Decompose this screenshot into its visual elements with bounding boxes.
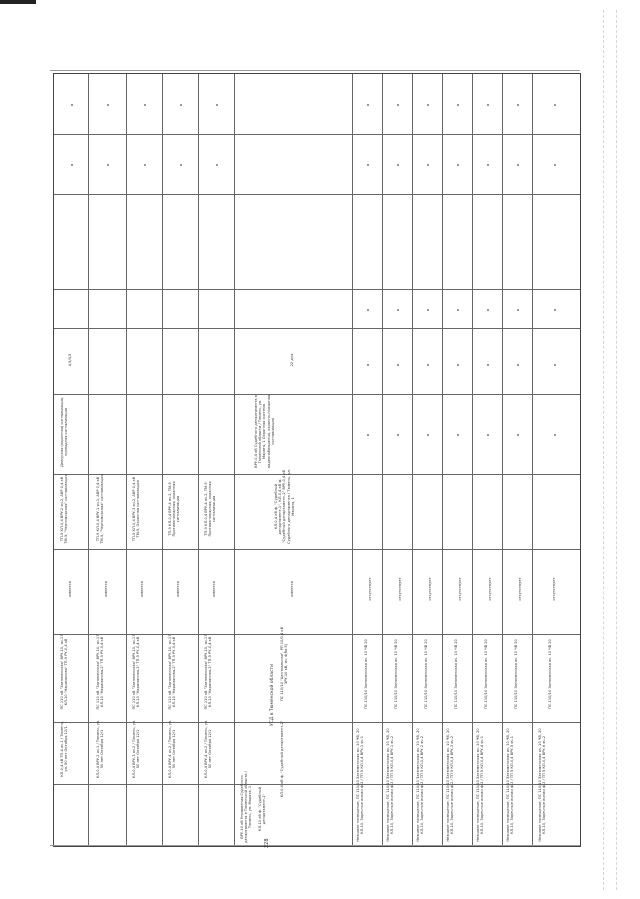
lower-row-location: Нежилое помещение, ПС 110/10 Затюменская яч. 10 ЧВ, 20 КЛ-10, Заречные линии ф.2 / ТП 5 КЛ-0,4 ВРУ-1 яч.1 [356,728,365,842]
empty-mark [71,164,73,166]
row2-equipment: ТП-9 КЛ-0,4 ВРУ-1 яч.1, АВР 0,4 кВ ТМ-9, "Черноморская" сигнализация [96,474,105,544]
empty-mark [216,164,218,166]
bottom-rule [50,845,580,846]
empty-mark [554,309,556,311]
lower-row-location: Нежилое помещение, ПС 110/10 Затюменская яч. 10 ЧВ, 20 КЛ-10, Заречные линии ф.2 / ТП 5 КЛ-0,4 ВРУ-4 яч.1 [476,728,485,842]
row-divider [88,74,89,846]
empty-mark [397,164,399,166]
empty-mark [487,364,489,366]
empty-mark [487,309,489,311]
empty-mark [457,164,459,166]
empty-mark [367,104,369,106]
row1-source: ПС 110 кВ "Затюменская" ВРУ-10, яч.17 КЛ-10 "Нариманова" ТП-9 РУ-0,4 кВ [60,634,69,710]
row5-status: имеется [212,581,216,597]
empty-mark [517,434,519,436]
empty-mark [554,434,556,436]
row4-source: ПС 110 кВ "Затюменская" ВРУ-10, яч.17 КЛ-10 "Нариманова-2" ТП-9 РУ-0,4 кВ [168,634,177,710]
row-divider [382,74,383,846]
empty-mark [457,434,459,436]
group-sub: КЛ-10 кВ ф. "Судебный департамент-1" [258,786,267,832]
lower-row-status: отсутствует [518,577,522,601]
row-divider [198,74,199,846]
row4-equipment: ТП-9 КЛ-0,4 ВРУ-4 яч.2, ТМ-9 Противопожарная, охранная сигнализация [168,481,181,537]
scan-corner-mark [0,0,36,4]
page-number: 228 [264,838,270,848]
row5-location: КЛ-0,4 ВРУ-4 яч.2 / Тюмень, ул. 50 лет Октября 12/1 [204,719,213,779]
row1-equipment: ТП-9 КЛ-0,4 ВРУ-2 яч.2, АВР 0,4 кВ ТМ-9, "Черноморская" сигнализация [60,474,69,544]
row-divider [412,74,413,846]
group-capacity: 22 дня [290,353,294,367]
row1-capacity: 4,5/4,5 [68,353,72,367]
row1-status: имеется [68,581,72,597]
lower-row-status: отсутствует [428,577,432,601]
data-table [53,73,581,847]
empty-mark [144,164,146,166]
row-divider [442,74,443,846]
empty-mark [397,309,399,311]
empty-mark [216,104,218,106]
row4-status: имеется [176,581,180,597]
empty-mark [427,164,429,166]
empty-mark [367,164,369,166]
group-header: ВРУ-10 кВ Управления Судебного департамента в Тюменской области / Тюмень, ул. Марата, 1 [240,771,253,843]
row-divider [352,74,353,846]
empty-mark [180,104,182,106]
row-divider [502,74,503,846]
row-divider [162,74,163,846]
lower-row-status: отсутствует [368,577,372,601]
empty-mark [517,104,519,106]
group-security: ВРУ-0,4 кВ Судебного департамента в Тюменской области / Тюмень, ул. Марата, 1 Охранная система видеонаблюдения, охранно-пожарная сигнализация [254,394,275,469]
empty-mark [554,364,556,366]
group-source: ПС 110/10 "Центральная", РП 10/0,4 кВ ЗРУ-10 кВ, яч. 4(бл.5) [280,626,289,702]
lower-row-status: отсутствует [398,577,402,601]
lower-row-location: Нежилое помещение, ПС 110/10 Затюменская яч. 10 ЧВ, 20 КЛ-10, Заречные линии ф.2 / ТП 5 КЛ-0,4 ВРУ-2 яч.2 [416,728,425,842]
empty-mark [107,104,109,106]
empty-mark [457,364,459,366]
empty-mark [554,164,556,166]
empty-mark [397,104,399,106]
row2-source: ПС 110 кВ "Затюменская" ВРУ-10, яч.17 КЛ-10 "Нариманова-2" ТП-9 РУ-0,4 кВ [96,634,105,710]
lower-row-location: Нежилое помещение, ПС 110/10 Затюменская яч. 10 ЧВ, 20 КЛ-10, Заречные линии ф.2 / ТП 5 КЛ-0,4 ВРУ-6 яч.2 [538,728,547,842]
region-label: УСД в Тюменской области [270,663,275,726]
empty-mark [487,104,489,106]
empty-mark [144,104,146,106]
empty-mark [487,164,489,166]
empty-mark [457,104,459,106]
row-divider [234,74,235,846]
group-location: КЛ-0,4 кВ ф. "Судебный департамент-2" [280,720,284,798]
empty-mark [397,364,399,366]
empty-mark [427,434,429,436]
row3-location: КЛ-0,4 ВРУ-3 яч.2 / Тюмень, ул. 50 лет Октября 12/1 [132,719,141,779]
row-divider [532,74,533,846]
row3-equipment: ТП-9 КЛ-0,4 ВРУ-3 яч.2, АВР 0,4 кВ ТМ-9, Охранная сигнализация [132,476,141,542]
empty-mark [107,164,109,166]
lower-row-location: Нежилое помещение, ПС 110/10 Затюменская яч. 10 ЧВ, 20 КЛ-10, Заречные линии ф.2 / ТП 5 КЛ-0,4 ВРУ-5 яч.1 [506,728,515,842]
row1-location: КЛ-0,4 кВ ТП-4 яч.2 / Тюмень, ул. 50 лет Октября 12/1 [60,721,69,777]
empty-mark [427,104,429,106]
row2-location: КЛ-0,4 ВРУ-2 яч.1 / Тюмень, ул. 50 лет Октября 12/1 [96,719,105,779]
lower-row-source: ПС 110/10 Затюменская яч. 10 ЧВ 20 [514,639,518,709]
row3-status: имеется [140,581,144,597]
row3-source: ПС 110 кВ "Затюменская" ВРУ-10, яч.17 КЛ-10 "Нариманова-2" ТП-9 РУ-0,4 кВ [132,634,141,710]
row-divider [472,74,473,846]
empty-mark [397,434,399,436]
empty-mark [517,309,519,311]
lower-row-source: ПС 110/10 Затюменская яч. 10 ЧВ 20 [394,639,398,709]
row-divider [126,74,127,846]
empty-mark [367,434,369,436]
lower-row-status: отсутствует [488,577,492,601]
scan-edge-line [616,10,618,890]
lower-row-status: отсутствует [552,577,556,601]
row5-source: ПС 110 кВ "Затюменская" ВРУ-10, яч.17 КЛ-10 "Нариманова-2" ТП-9 РУ-0,4 кВ [204,634,213,710]
empty-mark [71,104,73,106]
empty-mark [517,364,519,366]
empty-mark [517,164,519,166]
row2-status: имеется [104,581,108,597]
row1-security: Дежурная (охранная) сигнализация, проводная сигнализация [60,397,69,467]
row5-equipment: ТП-9 КЛ-0,4 ВРУ-4 яч.2, ТМ-9 Противопожарная, охранная сигнализация [204,481,217,537]
lower-row-source: ПС 110/10 Затюменская яч. 10 ЧВ 20 [364,639,368,709]
empty-mark [180,164,182,166]
group-status: имеется [290,581,294,597]
empty-mark [427,364,429,366]
lower-row-source: ПС 110/10 Затюменская яч. 10 ЧВ 20 [484,639,488,709]
group-equipment: КЛ-0,4 кВ ф. "Судебный департамент-1", КЛ-0,4 кВ ф. "Судебный департамент-2" ВРУ-0,4 кВ Судебного департамента / Тюмень, ул. Марата, 1 [274,469,295,544]
empty-mark [554,104,556,106]
empty-mark [367,364,369,366]
lower-row-location: Нежилое помещение, ПС 110/10 Затюменская яч. 10 ЧВ, 20 КЛ-10, Заречные линии ф.2 / ТП 5 КЛ-0,4 ВРУ-1 яч.2 [386,728,395,842]
empty-mark [367,309,369,311]
scan-edge-line [603,10,605,890]
empty-mark [427,309,429,311]
lower-row-location: Нежилое помещение, ПС 110/10 Затюменская яч. 10 ЧВ, 20 КЛ-10, Заречные линии ф.2 / ТП 5 КЛ-0,4 ВРУ-3 яч.2 [446,728,455,842]
empty-mark [487,434,489,436]
top-rule [50,70,580,71]
empty-mark [457,309,459,311]
lower-row-status: отсутствует [458,577,462,601]
lower-row-source: ПС 110/10 Затюменская яч. 10 ЧВ 20 [424,639,428,709]
row4-location: КЛ-0,4 ВРУ-4 яч.2 / Тюмень, ул. 50 лет Октября 12/1 [168,719,177,779]
lower-row-source: ПС 110/10 Затюменская яч. 10 ЧВ 20 [454,639,458,709]
lower-row-source: ПС 110/10 Затюменская яч. 10 ЧВ 20 [548,639,552,709]
